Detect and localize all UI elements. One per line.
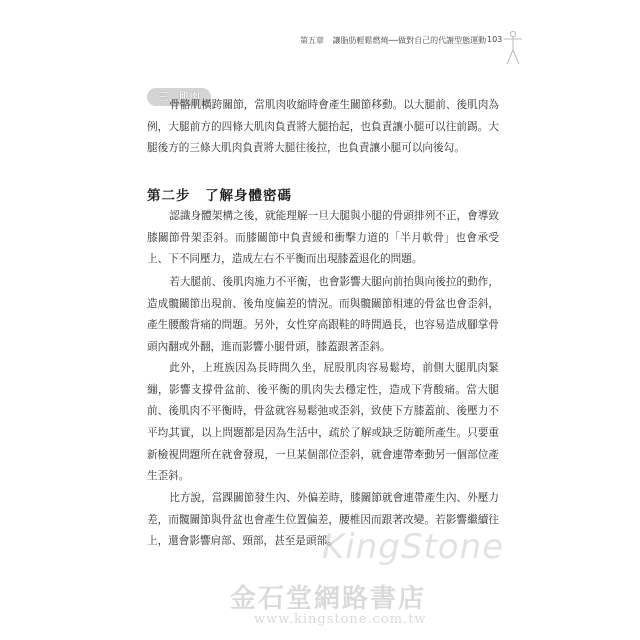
section-label: 三、肌肉 bbox=[147, 88, 211, 106]
running-header bbox=[300, 35, 490, 46]
paragraph-4: 其實，以上問題都是因為生活中，疏於了解或缺乏防範所產生。只要重新檢視問題所在就會發現，一旦某個部位歪斜，就會連帶牽動另一個部位產生歪斜。 bbox=[147, 427, 499, 482]
page-number: 103 bbox=[487, 35, 503, 44]
watermark-url: www.kingstone.com.tw bbox=[254, 612, 427, 627]
step-heading: 第二步 了解身體密碼 bbox=[147, 188, 292, 204]
chapter-title: 讓脂肪輕鬆燃燒──做對自己的代謝型態運動 bbox=[332, 36, 487, 45]
paragraph-5: 比方說，當踝關節發生內、外偏差時，膝關節就會連帶產生內、外壓力差，而髖關節與骨盆也會產生位置偏差，腰椎因而跟著改變。若影響繼續往上，還會影響肩部、頸部，甚至是頭部。 bbox=[147, 492, 499, 547]
running-figure-icon bbox=[500, 30, 526, 66]
paragraph-1: 認識身體架構之後，就能理解一旦大腿與小腿的骨頭排列不正，會導致膝關節骨架歪斜。而膝關節中負責緩和衝擊力道的「半月軟骨」也會承受上、下不同壓力，造成左右不平衡而出現膝蓋退化的問題。 bbox=[147, 210, 499, 265]
watermark-brand: KingStone bbox=[322, 527, 505, 567]
paragraph-3: 此外，上班族因為長時間久坐，屁股肌肉容易鬆垮，前側大腿肌肉緊繃，影響支撐骨盆前、後平衡的肌肉失去穩定性，造成下背酸痛。當大腿前、後肌肉不平衡時，骨盆就容易鬆弛或歪斜，致使下方膝蓋前、後壓力不平均。 bbox=[147, 362, 499, 439]
watermark-chinese: 金石堂網路書店 bbox=[230, 584, 427, 614]
paragraph-2: 若大腿前、後肌肉施力不平衡，也會影響大腿向前抬與向後拉的動作，造成髖關節出現前、後角度偏差的情況。而與髖關節相連的骨盆也會歪斜，產生腰酸背痛的問題。另外，女性穿高跟鞋的時間過長，也容易造成腳掌骨頭內翻或外翻，進而影響小腿骨頭，膝蓋跟著歪斜。 bbox=[147, 276, 499, 353]
chapter-label: 第五章 bbox=[300, 36, 324, 45]
section-paragraph: 骨骼肌橫跨關節，當肌肉收縮時會產生關節移動。以大腿前、後肌肉為例，大腿前方的四條大肌肉負責將大腿抬起，也負責讓小腿可以往前踢。大腿後方的三條大肌肉負責將大腿往後拉，也負責讓小腿可以向後勾。 bbox=[147, 99, 499, 154]
